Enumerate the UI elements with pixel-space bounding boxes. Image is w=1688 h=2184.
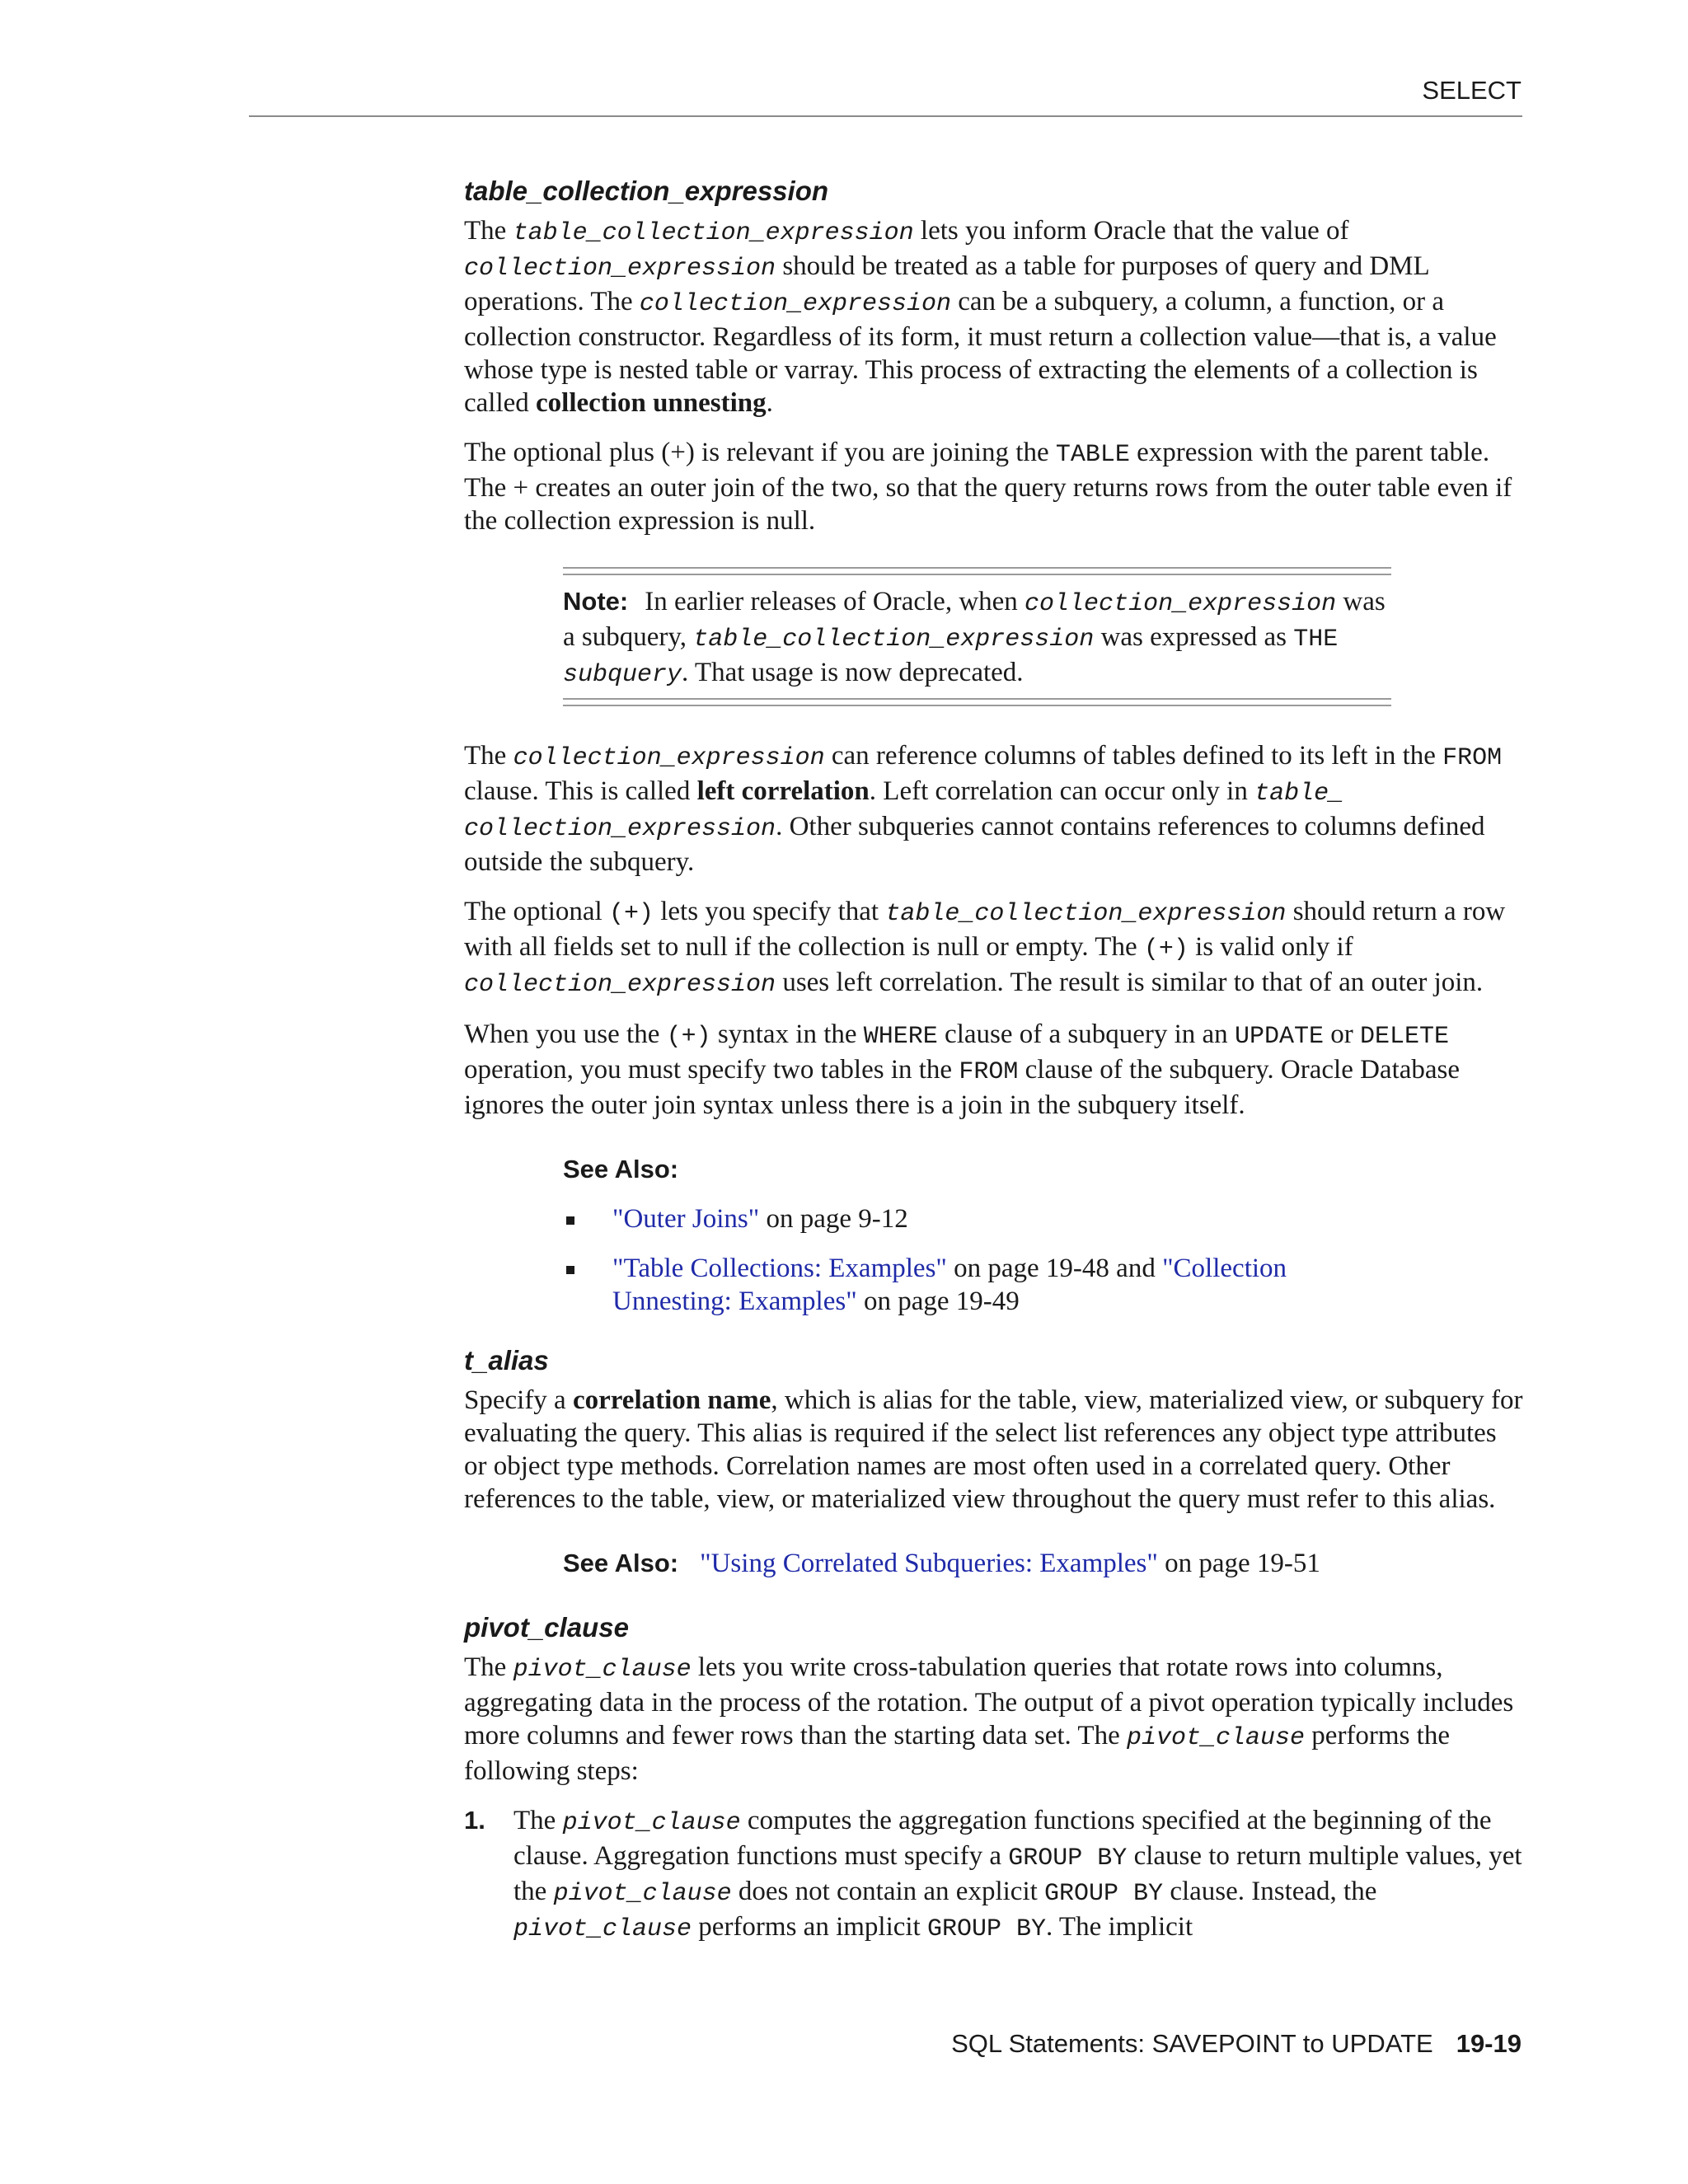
code-term: table_ collection_expression	[464, 780, 1344, 843]
code-term: subquery	[563, 661, 682, 689]
text: lets you specify that	[653, 897, 886, 926]
section-heading: pivot_clause	[464, 1612, 629, 1643]
section-heading: table_collection_expression	[464, 176, 829, 206]
text: on page 19-48 and	[946, 1254, 1163, 1283]
paragraph	[464, 739, 1523, 879]
text: , which is alias for the table, view, materialized view, or subquery for evaluating the query. This alias is required if the select list references any object type attributes or object type methods. Correlation names are most often used in a correlated query. Other references to the table, view, or materialized view throughout the query must refer to this alias.	[464, 1385, 1523, 1514]
text: Specify a	[464, 1385, 573, 1415]
running-head: SELECT	[1422, 76, 1522, 105]
text: clause of a subquery in an	[937, 1019, 1235, 1049]
text: clause. Instead, the	[1163, 1877, 1377, 1906]
bold-term: collection unnesting	[536, 388, 767, 418]
see-also-item	[563, 1202, 1523, 1235]
see-also-label: See Also:	[563, 1549, 679, 1577]
page-content	[464, 173, 1523, 1946]
code-term: THE	[1293, 626, 1339, 654]
code-term: (+)	[666, 1023, 711, 1051]
text: syntax in the	[710, 1019, 864, 1049]
bold-term: correlation name	[572, 1385, 771, 1415]
code-term: table_collection_expression	[885, 900, 1287, 928]
text: performs an implicit	[692, 1912, 927, 1942]
see-also-item	[563, 1252, 1523, 1318]
text: . Other subqueries cannot contains references to columns defined outside the subquery.	[464, 812, 1485, 877]
text: The	[464, 1652, 513, 1682]
page-number: 19-19	[1456, 2029, 1522, 2058]
code-term: pivot_clause	[553, 1880, 732, 1908]
note-bottom-rule	[563, 698, 1391, 706]
note-label: Note:	[563, 587, 629, 616]
text: on page 9-12	[759, 1204, 908, 1234]
page-footer	[951, 2029, 1522, 2059]
code-term: pivot_clause	[513, 1656, 692, 1684]
text: performs the following steps:	[464, 1721, 1450, 1786]
text: . Left correlation can occur only in	[869, 776, 1255, 806]
text: computes the aggregation functions specified at the beginning of the clause. Aggregation functions must specify a	[513, 1806, 1492, 1871]
code-term: (+)	[1143, 935, 1189, 963]
code-term: GROUP BY	[926, 1915, 1047, 1943]
note-text	[563, 575, 1391, 698]
see-also-block	[563, 1547, 1523, 1580]
code-term: DELETE	[1359, 1023, 1449, 1051]
code-term: collection_expression	[464, 971, 776, 999]
correlated-subqueries-link[interactable]: "Using Correlated Subqueries: Examples"	[700, 1549, 1158, 1578]
text: When you use the	[464, 1019, 667, 1049]
paragraph	[464, 214, 1523, 419]
text: does not contain an explicit	[731, 1877, 1045, 1906]
text: .	[766, 388, 773, 418]
text: is valid only if	[1188, 932, 1353, 962]
text: clause. This is called	[464, 776, 697, 806]
text: was a subquery,	[563, 587, 1386, 652]
paragraph	[464, 436, 1523, 537]
paragraph	[464, 1018, 1523, 1122]
collection-unnesting-link[interactable]: "Collection Unnesting: Examples"	[612, 1254, 1287, 1316]
see-also-block	[563, 1153, 1523, 1318]
code-term: TABLE	[1055, 441, 1130, 469]
text: lets you inform Oracle that the value of	[913, 216, 1349, 246]
text: can reference columns of tables defined to its left in the	[824, 741, 1443, 771]
paragraph	[464, 1651, 1523, 1788]
code-term: FROM	[959, 1058, 1019, 1086]
list-item	[464, 1804, 1523, 1946]
code-term: pivot_clause	[562, 1809, 741, 1837]
text: on page 19-51	[1157, 1549, 1320, 1578]
code-term: table_collection_expression	[693, 626, 1095, 654]
text: clause of the subquery. Oracle Database ignores the outer join syntax unless there is a join in the subquery itself.	[464, 1055, 1461, 1120]
outer-joins-link[interactable]: "Outer Joins"	[612, 1204, 760, 1234]
code-term: WHERE	[863, 1023, 938, 1051]
note-box	[563, 567, 1391, 706]
text: should return a row with all fields set to null if the collection is null or empty. The	[464, 897, 1506, 962]
code-term: collection_expression	[1025, 590, 1337, 618]
text: . That usage is now deprecated.	[682, 658, 1024, 687]
list-number: 1.	[464, 1806, 485, 1835]
text: or	[1323, 1019, 1360, 1049]
header-rule	[249, 115, 1522, 117]
text: uses left correlation. The result is similar to that of an outer join.	[776, 968, 1484, 997]
list-item-text	[513, 1804, 1523, 1946]
footer-title: SQL Statements: SAVEPOINT to UPDATE	[951, 2029, 1433, 2058]
text: The optional plus (+) is relevant if you are joining the	[464, 438, 1056, 467]
text: was expressed as	[1094, 622, 1294, 652]
paragraph	[464, 895, 1523, 1001]
text: The	[464, 741, 513, 771]
text: clause to return multiple values, yet the	[513, 1841, 1522, 1906]
code-term: UPDATE	[1234, 1023, 1324, 1051]
text: . The implicit	[1046, 1912, 1193, 1942]
text: In earlier releases of Oracle, when	[645, 587, 1025, 616]
text: should be treated as a table for purposes of query and DML operations. The	[464, 251, 1429, 316]
table-collections-link[interactable]: "Table Collections: Examples"	[612, 1254, 947, 1283]
code-term: collection_expression	[464, 255, 776, 283]
bullet-icon	[563, 1252, 612, 1318]
code-term: (+)	[608, 900, 654, 928]
code-term: collection_expression	[639, 290, 951, 318]
code-term: FROM	[1442, 744, 1503, 772]
see-also-label: See Also:	[563, 1155, 679, 1183]
code-term: pivot_clause	[513, 1915, 692, 1943]
code-term: collection_expression	[513, 744, 825, 772]
section-heading: t_alias	[464, 1345, 549, 1376]
code-term: GROUP BY	[1044, 1880, 1164, 1908]
bullet-icon	[563, 1202, 612, 1235]
code-term: table_collection_expression	[513, 219, 914, 247]
code-term: pivot_clause	[1127, 1724, 1306, 1752]
code-term: GROUP BY	[1008, 1844, 1128, 1872]
text: The	[513, 1806, 563, 1835]
text: on page 19-49	[856, 1286, 1020, 1316]
text: expression with the parent table. The + creates an outer join of the two, so that the query returns rows from the outer table even if the collection expression is null.	[464, 438, 1512, 536]
note-top-rule	[563, 567, 1391, 575]
text: The	[464, 216, 513, 246]
bold-term: left correlation	[696, 776, 870, 806]
paragraph	[464, 1384, 1523, 1516]
text: The optional	[464, 897, 609, 926]
text: can be a subquery, a column, a function, or a collection constructor. Regardless of its form, it must return a collection value—that is, a value whose type is nested table or varray. This process of extracting the elements of a collection is called	[464, 287, 1497, 418]
text: lets you write cross-tabulation queries that rotate rows into columns, aggregating data in the process of the rotation. The output of a pivot operation typically includes more columns and fewer rows than the starting data set. The	[464, 1652, 1514, 1750]
text: operation, you must specify two tables in the	[464, 1055, 959, 1085]
